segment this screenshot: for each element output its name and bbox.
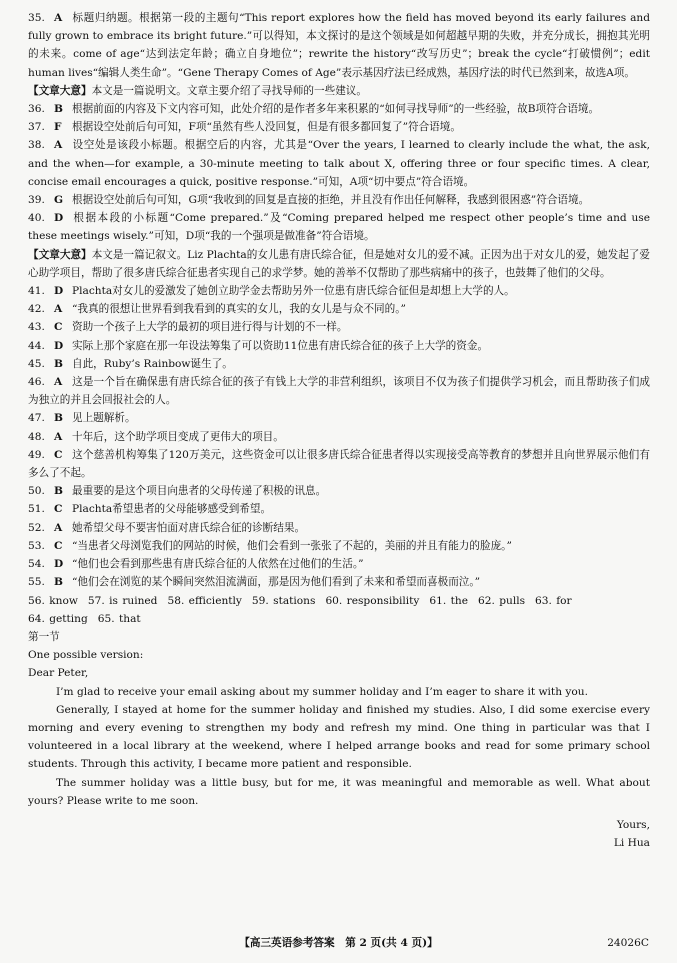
- answer-explanation: “我真的很想让世界看到我看到的真实的女儿，我的女儿是与众不同的。”: [72, 303, 406, 316]
- answer-explanation: 十年后，这个助学项目变成了更伟大的项目。: [72, 430, 284, 443]
- footer-title: 【高三英语参考答案 第 2 页(共 4 页)】: [239, 937, 438, 949]
- letter-paragraph: Generally, I stayed at home for the summer holiday and finished my studies. Also, I did some exercise every morning and every evening to strengthen my body and refresh my mind. One thing in particular was that I volunteered in a local library at the weekend, where I helped arrange books and read for some primary school students. Through this activity, I became more patient and responsible.: [28, 703, 650, 771]
- answer-item: [28, 191, 650, 209]
- answer-item: [28, 555, 650, 573]
- answer-item: [28, 519, 650, 537]
- answers-41-55: [28, 282, 650, 591]
- answer-letter: A: [54, 521, 63, 534]
- answer-explanation: “当患者父母浏览我们的网站的时候，他们会看到一张张了不起的，美丽的并且有能力的脸庞。”: [72, 539, 512, 552]
- fill-answer: 57. is ruined: [87, 594, 158, 607]
- fill-answer: 65. that: [97, 612, 141, 625]
- answer-item: [28, 300, 650, 318]
- summary-tag: 【文章大意】: [28, 84, 92, 97]
- question-number: 38.: [28, 139, 45, 152]
- answer-explanation: Plachta希望患者的父母能够感受到希望。: [72, 503, 272, 516]
- answer-letter: D: [54, 558, 64, 571]
- answer-item: [28, 9, 650, 82]
- answer-explanation: 最重要的是这个项目向患者的父母传递了积极的讯息。: [72, 485, 327, 498]
- page-footer: [0, 934, 677, 954]
- question-number: 55.: [28, 576, 45, 589]
- fill-answer: 64. getting: [28, 612, 88, 625]
- answer-letter: A: [54, 139, 63, 152]
- answer-explanation: 根据设空处前后句可知，F项“虽然有些人没回复，但是有很多都回复了”符合语境。: [72, 121, 461, 134]
- version-label: One possible version:: [28, 649, 144, 662]
- letter-closing: Yours,: [616, 818, 650, 831]
- question-number: 44.: [28, 339, 45, 352]
- question-number: 42.: [28, 303, 45, 316]
- answer-item: [28, 500, 650, 518]
- answer-explanation: “他们也会看到那些患有唐氏综合征的人依然在过他们的生活。”: [72, 558, 364, 571]
- question-number: 41.: [28, 285, 45, 298]
- answer-explanation: 这是一个旨在确保患有唐氏综合征的孩子有钱上大学的非营利组织，该项目不仅为孩子们提供学习机会，而且帮助孩子们成为独立的并且会回报社会的人。: [28, 376, 650, 407]
- answer-letter: F: [54, 121, 62, 134]
- question-number: 49.: [28, 448, 45, 461]
- footer-code: 24026C: [607, 937, 649, 949]
- fill-answer: 63. for: [535, 594, 572, 607]
- answer-explanation: 根据设空处前后句可知，G项“我收到的回复是直接的拒绝，并且没有作出任何解释，我感到很困惑”符合语境。: [72, 194, 590, 207]
- answer-letter: B: [54, 485, 63, 498]
- fill-answer: 56. know: [28, 594, 78, 607]
- fill-answer: 61. the: [429, 594, 468, 607]
- answer-letter: B: [54, 412, 63, 425]
- answer-letter: D: [54, 339, 64, 352]
- answer-explanation: 见上题解析。: [72, 412, 136, 425]
- answer-letter: B: [54, 576, 63, 589]
- question-number: 37.: [28, 121, 45, 134]
- answer-item: [28, 100, 650, 118]
- letter-greeting: Dear Peter,: [28, 667, 89, 680]
- answer-letter: C: [54, 448, 63, 461]
- answer-letter: G: [54, 194, 64, 207]
- question-number: 45.: [28, 357, 45, 370]
- question-number: 40.: [28, 212, 45, 225]
- summary-tag: 【文章大意】: [28, 248, 92, 261]
- answer-key-page: [28, 9, 650, 852]
- fill-answer: 58. efficiently: [167, 594, 242, 607]
- summary-text: 本文是一篇说明文。文章主要介绍了寻找导师的一些建议。: [91, 84, 367, 97]
- answer-explanation: 标题归纳题。根据第一段的主题句“This report explores how the field has moved beyond its early failures and fully grown to embrace its bright future.”可以得知，本文探讨的是这个领域是如何超越早期的失败，并充分成长，拥抱其光明的未来。come of age“达到法定年龄；确立自身地位”；rewrite the history“改写历史”；break the cycle“打破惯例”；edit human lives“编辑人类生命”。“Gene Therapy Comes of Age”表示基因疗法已经成熟，基因疗法的时代已然到来，故选A项。: [28, 12, 650, 79]
- question-number: 47.: [28, 412, 45, 425]
- question-number: 50.: [28, 485, 45, 498]
- answer-item: [28, 209, 650, 245]
- answer-item: [28, 373, 650, 409]
- answer-letter: C: [54, 321, 63, 334]
- question-number: 48.: [28, 430, 45, 443]
- answer-letter: D: [54, 285, 64, 298]
- fill-in-answers: [28, 592, 650, 628]
- answer-explanation: 根据前面的内容及下文内容可知，此处介绍的是作者多年来积累的“如何寻找导师”的一些经验，故B项符合语境。: [72, 103, 600, 116]
- article-summary-2: [28, 246, 650, 282]
- answer-item: [28, 337, 650, 355]
- question-number: 54.: [28, 558, 45, 571]
- answer-item: [28, 118, 650, 136]
- answer-letter: B: [54, 103, 63, 116]
- answer-item: [28, 136, 650, 191]
- question-number: 35.: [28, 12, 45, 24]
- question-number: 53.: [28, 539, 45, 552]
- answer-explanation: 自此，Ruby’s Rainbow诞生了。: [72, 357, 233, 370]
- answer-explanation: 设空处是该段小标题。根据空后的内容，尤其是“Over the years, I learned to clearly include the what, the ask, and the when—for example, a 30-minute meeting to talk about X, offering three or four specific times. A clear, concise email encourages a quick, positive response.”可知，A项“切中要点”符合语境。: [28, 139, 650, 188]
- answer-letter: A: [54, 430, 63, 443]
- answer-35-block: [28, 9, 650, 82]
- letter-paragraph: I’m glad to receive your email asking about my summer holiday and I’m eager to share it with you.: [56, 685, 588, 698]
- answer-explanation: 根据本段的小标题“Come prepared.”及“Coming prepared helped me respect other people’s time and use these meetings wisely.”可知，D项“我的一个强项是做准备”符合语境。: [28, 212, 650, 243]
- answer-item: [28, 282, 650, 300]
- answer-explanation: 她希望父母不要害怕面对唐氏综合征的诊断结果。: [72, 521, 306, 534]
- summary-text: 本文是一篇记叙文。Liz Plachta的女儿患有唐氏综合征，但是她对女儿的爱不减。正因为出于对女儿的爱，她发起了爱心助学项目，帮助了很多唐氏综合征患者实现自己的求学梦。她的善举不仅帮助了那些病痛中的孩子，也鼓舞了他们的父母。: [28, 248, 651, 279]
- letter-signature: Li Hua: [613, 837, 650, 850]
- answer-letter: A: [54, 12, 63, 24]
- question-number: 46.: [28, 376, 45, 389]
- answer-letter: A: [54, 303, 63, 316]
- question-number: 52.: [28, 521, 45, 534]
- question-number: 39.: [28, 194, 45, 207]
- answer-item: [28, 573, 650, 591]
- fill-answer: 59. stations: [251, 594, 316, 607]
- answer-item: [28, 355, 650, 373]
- answer-item: [28, 428, 650, 446]
- section-label: 第一节: [28, 630, 60, 643]
- answer-item: [28, 446, 650, 482]
- answer-explanation: 这个慈善机构筹集了120万美元，这些资金可以让很多唐氏综合征患者得以实现接受高等教育的梦想并且向世界展示他们有多么了不起。: [28, 448, 650, 480]
- answer-letter: D: [54, 212, 64, 225]
- answer-explanation: 实际上那个家庭在那一年设法筹集了可以资助11位患有唐氏综合征的孩子上大学的资金。: [72, 339, 489, 352]
- answer-letter: A: [54, 376, 63, 389]
- answer-explanation: “他们会在浏览的某个瞬间突然泪流满面，那是因为他们看到了未来和希望而喜极而泣。”: [72, 576, 481, 589]
- article-summary-1: [28, 82, 650, 100]
- fill-answer: 60. responsibility: [325, 594, 420, 607]
- answers-36-40: [28, 100, 650, 246]
- fill-answer: 62. pulls: [478, 594, 526, 607]
- answer-letter: C: [54, 503, 63, 516]
- letter-paragraph: The summer holiday was a little busy, but for me, it was meaningful and memorable as well. What about yours? Please write to me soon.: [28, 776, 650, 807]
- answer-explanation: Plachta对女儿的爱激发了她创立助学金去帮助另外一位患有唐氏综合征但是却想上大学的人。: [72, 285, 515, 298]
- question-number: 51.: [28, 503, 45, 516]
- answer-explanation: 资助一个孩子上大学的最初的项目进行得与计划的不一样。: [72, 321, 348, 334]
- answer-item: [28, 537, 650, 555]
- question-number: 36.: [28, 103, 45, 116]
- answer-letter: C: [54, 539, 63, 552]
- answer-item: [28, 482, 650, 500]
- answer-item: [28, 318, 650, 336]
- answer-letter: B: [54, 357, 63, 370]
- answer-item: [28, 409, 650, 427]
- question-number: 43.: [28, 321, 45, 334]
